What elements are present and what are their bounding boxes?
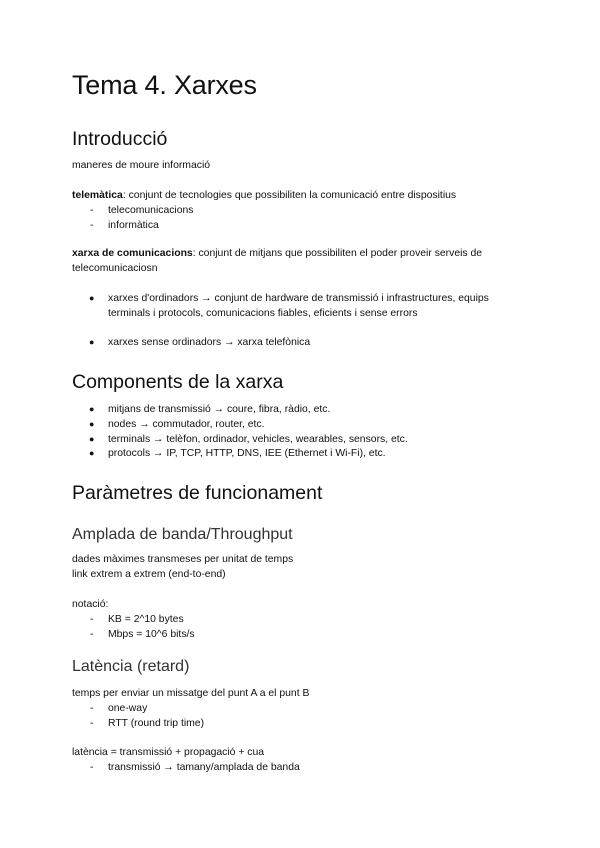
page-title: Tema 4. Xarxes <box>72 70 257 100</box>
list-item-text: terminals → telèfon, ordinador, vehicles, wearables, sensors, etc. <box>108 434 408 445</box>
subsection-heading-latency: Latència (retard) <box>72 658 190 675</box>
dash-marker: - <box>90 703 94 714</box>
list-item-text: RTT (round trip time) <box>108 718 205 729</box>
bullet-marker: ● <box>89 419 95 429</box>
xarxa-definition-cont: telecomunicaciosn <box>72 263 158 274</box>
list-item-text: nodes → commutador, router, etc. <box>108 419 265 430</box>
bullet-marker: ● <box>89 448 95 458</box>
list-item-text: KB = 2^10 bytes <box>108 614 184 625</box>
telematica-definition <box>72 188 456 203</box>
bullet-marker: ● <box>89 337 95 347</box>
list-item-text: mitjans de transmissió → coure, fibra, ràdio, etc. <box>108 404 331 415</box>
telematica-def: : conjunt de tecnologies que possibiliten la comunicació entre dispositius <box>122 190 457 201</box>
dash-marker: - <box>90 220 94 231</box>
bullet-marker: ● <box>89 434 95 444</box>
subsection-heading-bandwidth: Amplada de banda/Throughput <box>72 526 293 543</box>
latency-text: temps per enviar un missatge del punt A a el punt B <box>72 688 310 699</box>
dash-marker: - <box>90 718 94 729</box>
intro-text: maneres de moure informació <box>72 160 211 171</box>
list-item-text: protocols → IP, TCP, HTTP, DNS, IEE (Ethernet i Wi-Fi), etc. <box>108 448 386 459</box>
list-item-text: terminals i protocols, comunicacions fiables, eficients i sense errors <box>108 308 418 319</box>
section-heading-components: Components de la xarxa <box>72 371 284 393</box>
section-heading-introduccio: Introducció <box>72 128 168 150</box>
list-item-text: one-way <box>108 703 148 714</box>
list-item-text: xarxes d'ordinadors → conjunt de hardware de transmissió i infrastructures, equips <box>108 293 489 304</box>
notacio-label: notació: <box>72 599 109 610</box>
dash-marker: - <box>90 629 94 640</box>
dash-marker: - <box>90 762 94 773</box>
list-item-text: telecomunicacions <box>108 205 194 216</box>
xarxa-def: : conjunt de mitjans que possibiliten el poder proveir serveis de <box>192 248 483 259</box>
bandwidth-text: link extrem a extrem (end-to-end) <box>72 569 226 580</box>
dash-marker: - <box>90 205 94 216</box>
xarxa-definition <box>72 246 482 261</box>
list-item-text: informàtica <box>108 220 159 231</box>
telematica-term: telemàtica <box>72 190 123 201</box>
bullet-marker: ● <box>89 404 95 414</box>
section-heading-parametres: Paràmetres de funcionament <box>72 482 323 504</box>
latency-formula: latència = transmissió + propagació + cua <box>72 747 265 758</box>
xarxa-term: xarxa de comunicacions <box>72 248 193 259</box>
dash-marker: - <box>90 614 94 625</box>
list-item-text: transmissió → tamany/amplada de banda <box>108 762 300 773</box>
bullet-marker: ● <box>89 293 95 303</box>
list-item-text: Mbps = 10^6 bits/s <box>108 629 195 640</box>
list-item-text: xarxes sense ordinadors → xarxa telefònica <box>108 337 311 348</box>
bandwidth-text: dades màximes transmeses per unitat de temps <box>72 554 294 565</box>
